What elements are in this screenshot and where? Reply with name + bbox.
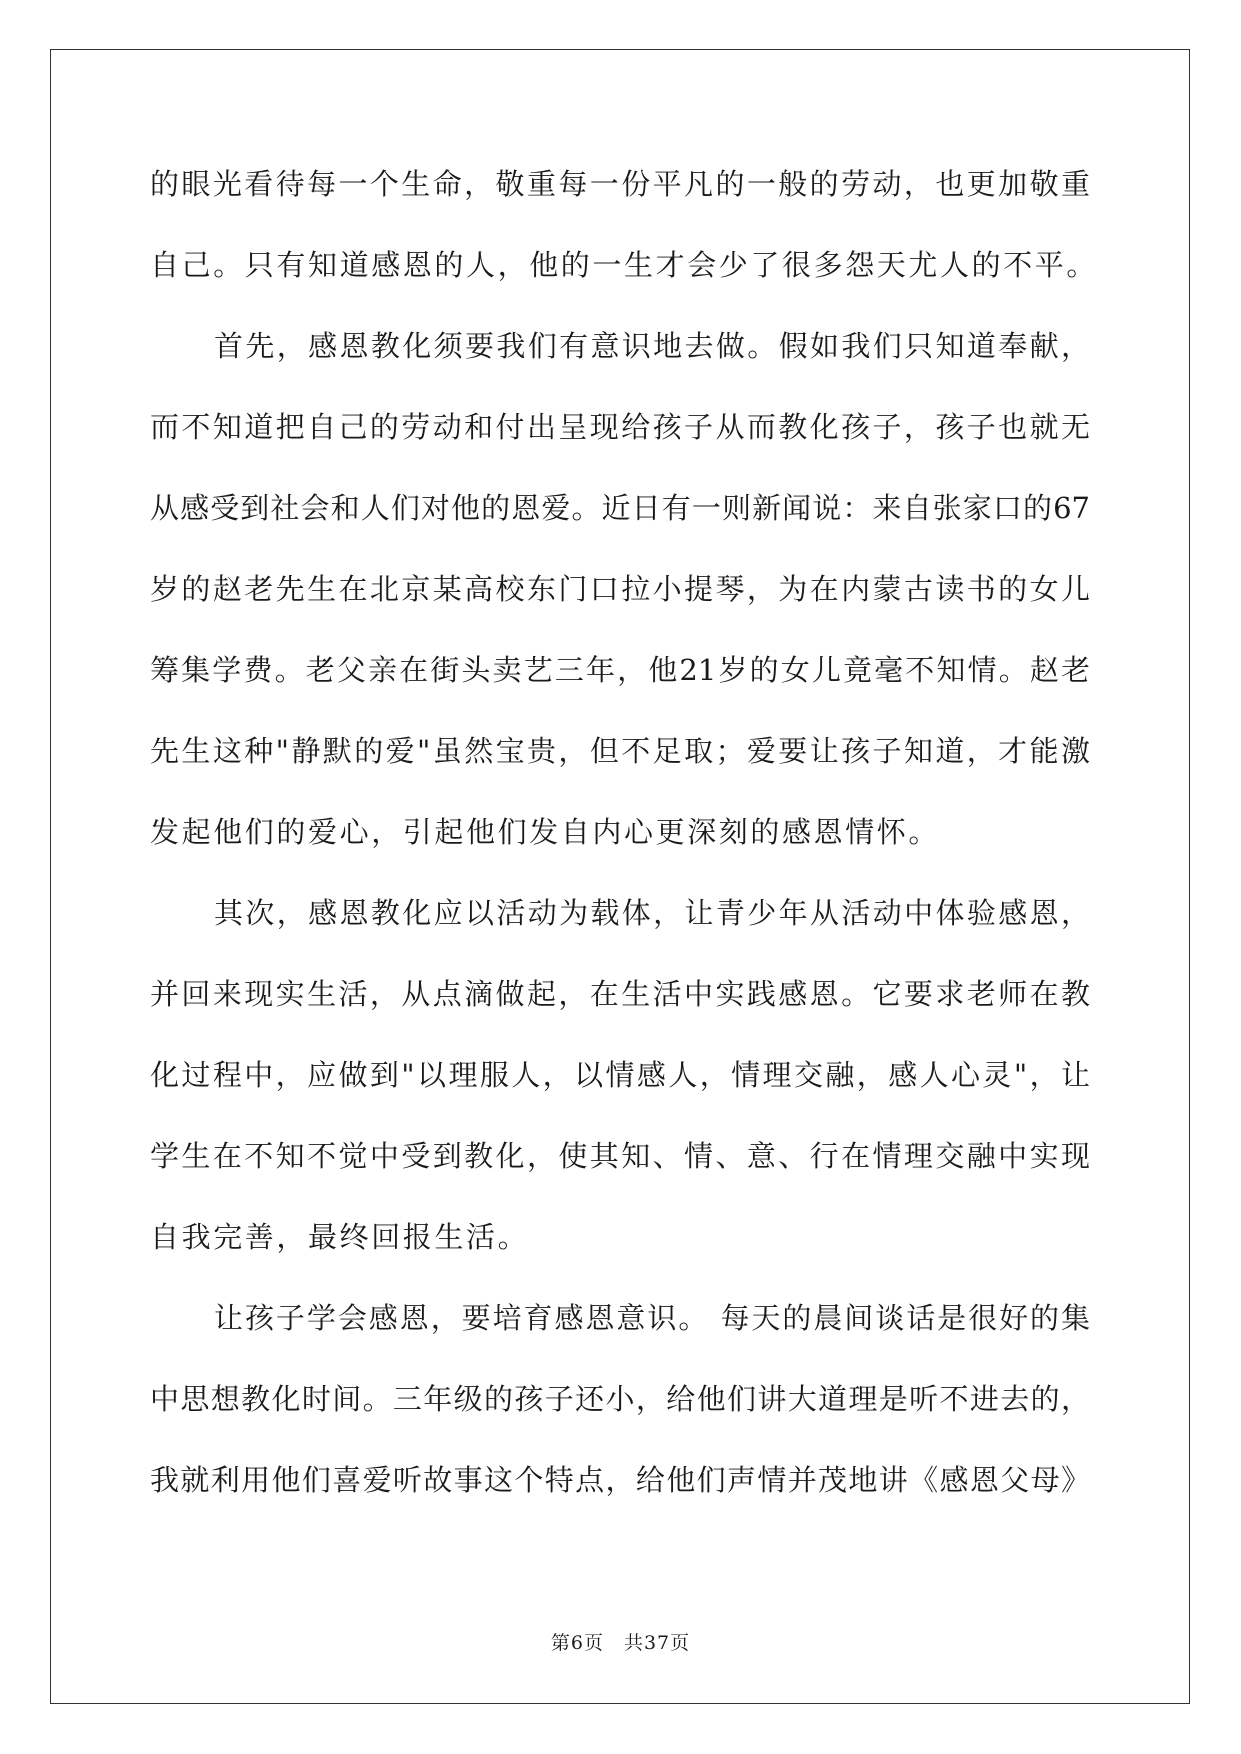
text-line: 中思想教化时间。三年级的孩子还小，给他们讲大道理是听不进去的， — [150, 1382, 1090, 1416]
paragraph-start-line: 让孩子学会感恩，要培育感恩意识。 每天的晨间谈话是很好的集 — [214, 1301, 1090, 1335]
paragraph-start-line: 其次，感恩教化应以活动为载体，让青少年从活动中体验感恩， — [214, 896, 1090, 930]
text-line: 而不知道把自己的劳动和付出呈现给孩子从而教化孩子，孩子也就无 — [150, 410, 1090, 444]
text-line: 并回来现实生活，从点滴做起，在生活中实践感恩。它要求老师在教 — [150, 977, 1090, 1011]
text-line: 先生这种"静默的爱"虽然宝贵，但不足取；爱要让孩子知道，才能激 — [150, 734, 1090, 768]
text-line: 自我完善，最终回报生活。 — [150, 1220, 530, 1254]
page-number-footer: 第6页 共37页 — [550, 1632, 691, 1654]
text-line: 发起他们的爱心，引起他们发自内心更深刻的感恩情怀。 — [150, 815, 941, 849]
text-line: 的眼光看待每一个生命，敬重每一份平凡的一般的劳动，也更加敬重 — [150, 167, 1090, 201]
text-line: 从感受到社会和人们对他的恩爱。近日有一则新闻说：来自张家口的67 — [150, 491, 1090, 525]
text-line: 学生在不知不觉中受到教化，使其知、情、意、行在情理交融中实现 — [150, 1139, 1090, 1173]
text-line: 我就利用他们喜爱听故事这个特点，给他们声情并茂地讲《感恩父母》 — [150, 1463, 1090, 1497]
paragraph-start-line: 首先，感恩教化须要我们有意识地去做。假如我们只知道奉献， — [214, 329, 1090, 363]
document-body — [150, 144, 1099, 1521]
text-line: 筹集学费。老父亲在街头卖艺三年，他21岁的女儿竟毫不知情。赵老 — [150, 653, 1090, 687]
text-line: 化过程中，应做到"以理服人，以情感人，情理交融，感人心灵"，让 — [150, 1058, 1090, 1092]
text-line: 自己。只有知道感恩的人，他的一生才会少了很多怨天尤人的不平。 — [150, 248, 1099, 282]
text-line: 岁的赵老先生在北京某高校东门口拉小提琴，为在内蒙古读书的女儿 — [150, 572, 1090, 606]
